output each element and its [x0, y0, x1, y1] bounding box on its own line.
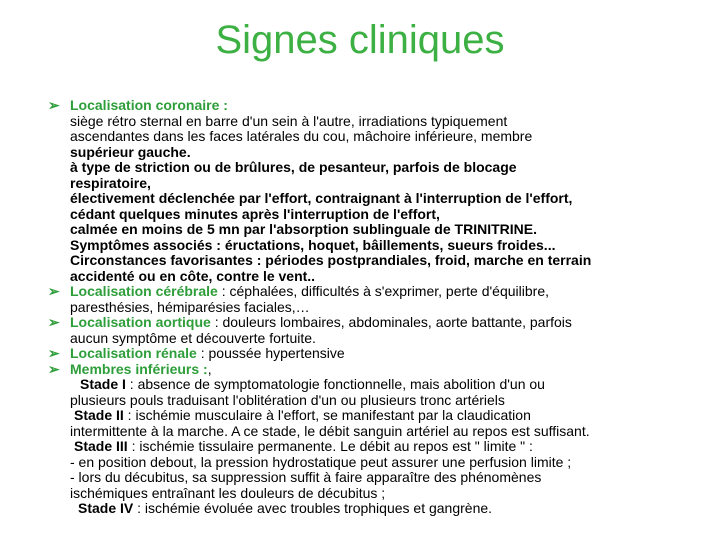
item-line: siège rétro sternal en barre d'un sein à l'autre, irradiations typiquement: [70, 112, 508, 129]
item-line: paresthésies, hémiparésies faciales,…: [70, 298, 310, 315]
arrow-bullet-icon: ➢: [48, 345, 60, 361]
stage-text: : absence de symptomatologie fonctionnelle, mais abolition d'un ou: [125, 376, 545, 392]
arrow-bullet-icon: ➢: [48, 97, 60, 113]
item-line: aucun symptôme et découverte fortuite.: [70, 329, 316, 346]
stage-label: Stade III: [74, 438, 128, 454]
list-item-renale: [48, 346, 678, 362]
item-heading: Localisation cérébrale: [70, 283, 218, 299]
item-text: : céphalées, difficultés à s'exprimer, perte d'équilibre,: [217, 283, 549, 299]
stage-text: plusieurs pouls traduisant l'oblitération d'un ou plusieurs tronc artériels: [70, 391, 505, 408]
item-line: accidenté ou en côte, contre le vent..: [70, 267, 316, 284]
item-line: respiratoire,: [70, 174, 151, 191]
stages-block: [48, 377, 678, 517]
item-text: : poussée hypertensive: [196, 345, 345, 361]
list-item-membres: [48, 362, 678, 378]
item-heading: Localisation coronaire :: [70, 97, 228, 113]
page-title: Signes cliniques: [215, 18, 505, 62]
stage-label: Stade II: [74, 407, 124, 423]
stage-text: ischémiques entraînant les douleurs de décubitus ;: [70, 484, 386, 501]
stage-text: - en position debout, la pression hydrostatique peut assurer une perfusion limite ;: [70, 453, 572, 470]
content-body: [48, 98, 678, 517]
stage-text: intermittente à la marche. A ce stade, le débit sanguin artériel au repos est suffisant.: [70, 422, 590, 439]
stage-label: Stade I: [80, 376, 126, 392]
stage-text: - lors du décubitus, sa suppression suffit à faire apparaître des phénomènes: [70, 469, 542, 485]
item-text: ,: [207, 360, 212, 377]
item-line: calmée en moins de 5 mn par l'absorption sublinguale de TRINITRINE.: [70, 221, 537, 237]
item-heading: Localisation rénale: [70, 345, 197, 361]
item-line: à type de striction ou de brûlures, de pesanteur, parfois de blocage: [70, 159, 517, 175]
item-heading: Membres inférieurs :: [70, 360, 208, 377]
arrow-bullet-icon: ➢: [48, 283, 60, 299]
item-line: Symptômes associés : éructations, hoquet, bâillements, sueurs froides...: [70, 236, 556, 253]
item-text: : douleurs lombaires, abdominales, aorte battante, parfois: [210, 314, 572, 330]
item-heading: Localisation aortique: [70, 314, 211, 330]
stage-text: : ischémie musculaire à l'effort, se manifestant par la claudication: [123, 407, 531, 423]
item-line: Circonstances favorisantes : périodes postprandiales, froid, marche en terrain: [70, 252, 592, 268]
list-item-coronaire: [48, 98, 678, 284]
stage-text: : ischémie évoluée avec troubles trophiques et gangrène.: [133, 500, 493, 516]
arrow-bullet-icon: ➢: [48, 360, 60, 377]
list-item-cerebrale: [48, 284, 678, 315]
list-item-aortique: [48, 315, 678, 346]
arrow-bullet-icon: ➢: [48, 314, 60, 330]
item-line: cédant quelques minutes après l'interruption de l'effort,: [70, 205, 440, 222]
stage-label: Stade IV: [78, 500, 134, 516]
item-line: ascendantes dans les faces latérales du cou, mâchoire inférieure, membre: [70, 128, 533, 144]
item-line: supérieur gauche.: [70, 143, 191, 160]
item-line: électivement déclenchée par l'effort, contraignant à l'interruption de l'effort,: [70, 190, 573, 206]
stage-text: : ischémie tissulaire permanente. Le débit au repos est " limite " :: [127, 438, 533, 454]
